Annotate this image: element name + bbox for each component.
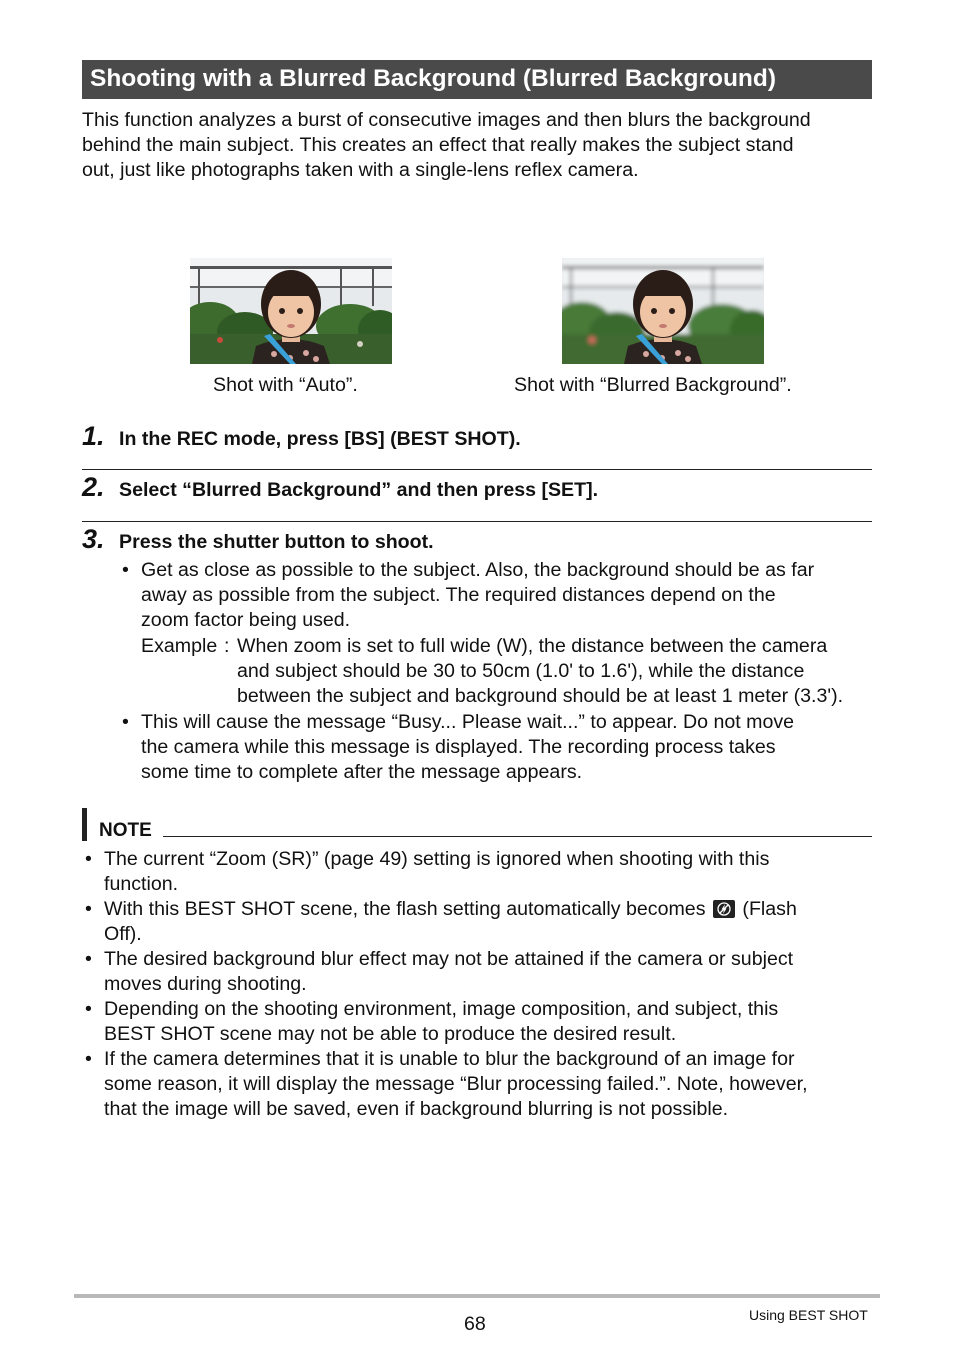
divider (82, 521, 872, 522)
photo-blurred-background (562, 258, 764, 364)
caption-auto: Shot with “Auto”. (213, 374, 358, 396)
example-line: and subject should be 30 to 50cm (1.0' to 1.6'), while the distance (237, 660, 805, 682)
flash-off-icon (713, 900, 735, 918)
note-line: BEST SHOT scene may not be able to produce the desired result. (104, 1023, 677, 1045)
bullet-mark: • (85, 948, 92, 970)
page-number: 68 (464, 1313, 486, 1335)
note-line: moves during shooting. (104, 973, 307, 995)
bullet-line: This will cause the message “Busy... Please wait...” to appear. Do not move (141, 711, 795, 733)
bullet-line: some time to complete after the message appears. (141, 761, 583, 783)
bullet-mark: • (85, 898, 92, 920)
bullet-mark: • (85, 848, 92, 870)
note-marker (82, 808, 87, 841)
example-colon: : (224, 635, 230, 657)
intro-line: This function analyzes a burst of consecutive images and then blurs the background (82, 109, 811, 131)
example-line: between the subject and background should be at least 1 meter (3.3'). (237, 685, 844, 707)
bullet-line: zoom factor being used. (141, 609, 351, 631)
note-divider (163, 836, 872, 837)
note-line: function. (104, 873, 179, 895)
note-line: that the image will be saved, even if background blurring is not possible. (104, 1098, 729, 1120)
example-label: Example (141, 635, 218, 657)
note-line: Depending on the shooting environment, image composition, and subject, this (104, 998, 779, 1020)
caption-blurred-background: Shot with “Blurred Background”. (514, 374, 792, 396)
divider (82, 469, 872, 470)
note-line: The desired background blur effect may not be attained if the camera or subject (104, 948, 794, 970)
note-line: If the camera determines that it is unable to blur the background of an image for (104, 1048, 795, 1070)
note-line: Off). (104, 923, 142, 945)
step-number: 3. (82, 524, 105, 554)
note-line: The current “Zoom (SR)” (page 49) setting is ignored when shooting with this (104, 848, 770, 870)
step-text: Select “Blurred Background” and then press [SET]. (119, 479, 599, 501)
note-line: some reason, it will display the message “Blur processing failed.”. Note, however, (104, 1073, 808, 1095)
note-label: NOTE (99, 820, 152, 841)
bullet-line: the camera while this message is displayed. The recording process takes (141, 736, 776, 758)
step-text: Press the shutter button to shoot. (119, 531, 434, 553)
note-line (104, 897, 797, 922)
section-name: Using BEST SHOT (749, 1307, 868, 1323)
intro-line: out, just like photographs taken with a single-lens reflex camera. (82, 159, 639, 181)
footer-divider (74, 1294, 880, 1298)
example-line: When zoom is set to full wide (W), the distance between the camera (237, 635, 828, 657)
page-title: Shooting with a Blurred Background (Blurred Background) (90, 65, 777, 92)
bullet-mark: • (122, 711, 129, 733)
note-text: With this BEST SHOT scene, the flash setting automatically becomes (104, 898, 706, 920)
intro-paragraph (82, 108, 882, 183)
photo-auto (190, 258, 392, 364)
intro-line: behind the main subject. This creates an effect that really makes the subject stand (82, 134, 794, 156)
step-text: In the REC mode, press [BS] (BEST SHOT). (119, 428, 521, 450)
step-number: 2. (82, 472, 105, 502)
bullet-mark: • (122, 559, 129, 581)
bullet-line: away as possible from the subject. The required distances depend on the (141, 584, 776, 606)
note-text: (Flash (742, 898, 797, 920)
bullet-line: Get as close as possible to the subject. Also, the background should be as far (141, 559, 815, 581)
step-number: 1. (82, 421, 105, 451)
bullet-mark: • (85, 998, 92, 1020)
bullet-mark: • (85, 1048, 92, 1070)
